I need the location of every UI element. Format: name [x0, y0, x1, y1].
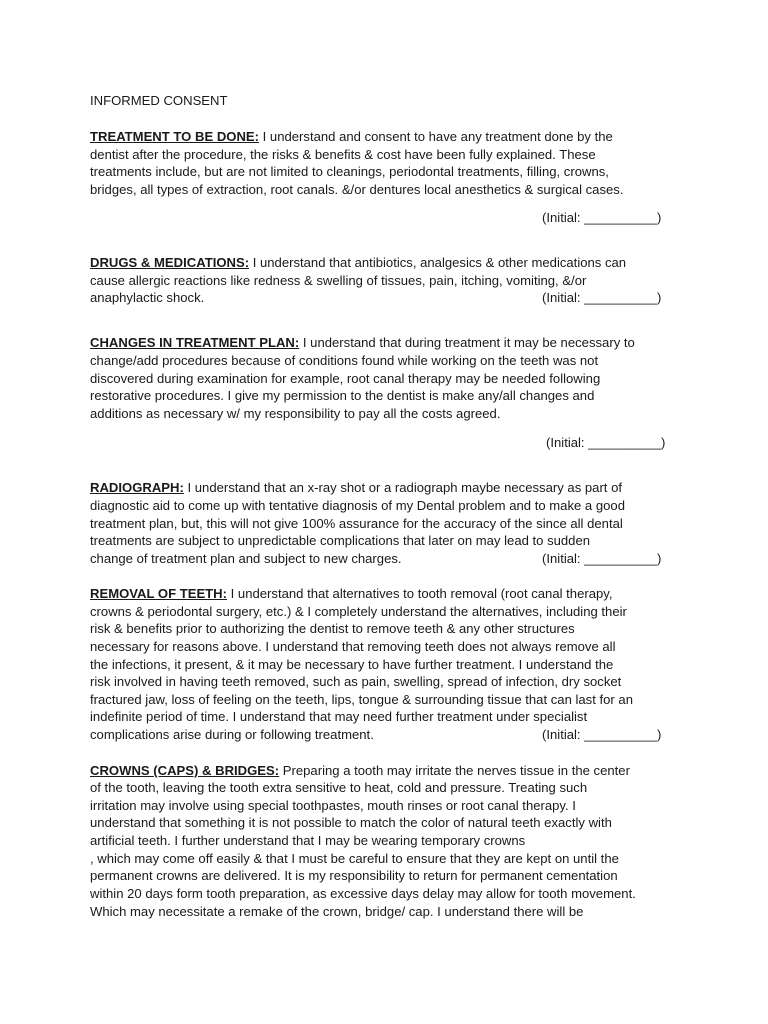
section-text-line: crowns & periodontal surgery, etc.) & I completely understand the alternatives, including their [90, 604, 627, 619]
section-heading: RADIOGRAPH: [90, 480, 184, 495]
section-text-line: Which may necessitate a remake of the crown, bridge/ cap. I understand there will be [90, 904, 584, 919]
section-text-line: indefinite period of time. I understand that may need further treatment under specialist [90, 709, 588, 724]
section-text-line: restorative procedures. I give my permission to the dentist is make any/all changes and [90, 388, 595, 403]
section-text-line: permanent crowns are delivered. It is my responsibility to return for permanent cementation [90, 868, 618, 883]
section-text-line: change of treatment plan and subject to new charges. [90, 551, 402, 566]
section-text-line: complications arise during or following treatment. [90, 727, 374, 742]
section-text-line: additions as necessary w/ my responsibility to pay all the costs agreed. [90, 406, 501, 421]
initial-field[interactable]: (Initial: __________) [542, 210, 662, 225]
section-text-line: risk involved in having teeth removed, such as pain, swelling, spread of infection, dry socket [90, 674, 622, 689]
section-text-line: irritation may involve using special toothpastes, mouth rinses or root canal therapy. I [90, 798, 576, 813]
section-text-line: dentist after the procedure, the risks & benefits & cost have been fully explained. These [90, 147, 596, 162]
section-text-line: I understand that alternatives to tooth removal (root canal therapy, [227, 586, 613, 601]
section-text-line: , which may come off easily & that I must be careful to ensure that they are kept on until the [90, 851, 619, 866]
section-text-line: risk & benefits prior to authorizing the dentist to remove teeth & any other structures [90, 621, 575, 636]
section-text-line: of the tooth, leaving the tooth extra sensitive to heat, cold and pressure. Treating such [90, 780, 588, 795]
section-text-line: diagnostic aid to come up with tentative diagnosis of my Dental problem and to make a good [90, 498, 625, 513]
section-text-line: fractured jaw, loss of feeling on the teeth, lips, tongue & surrounding tissue that can last for an [90, 692, 633, 707]
section-text-line: within 20 days form tooth preparation, as excessive days delay may allow for tooth movement. [90, 886, 636, 901]
section-text-line: discovered during examination for example, root canal therapy may be needed following [90, 371, 601, 386]
section-heading: TREATMENT TO BE DONE: [90, 129, 260, 144]
section-text-line: Preparing a tooth may irritate the nerves tissue in the center [279, 763, 630, 778]
initial-field[interactable]: (Initial: __________) [546, 435, 666, 450]
initial-field[interactable]: (Initial: __________) [542, 551, 662, 566]
section-text-line: anaphylactic shock. [90, 290, 205, 305]
section-heading: DRUGS & MEDICATIONS: [90, 255, 250, 270]
section-text-line: bridges, all types of extraction, root canals. &/or dentures local anesthetics & surgical cases. [90, 182, 624, 197]
section-heading: CROWNS (CAPS) & BRIDGES: [90, 763, 280, 778]
section-text-line: artificial teeth. I further understand that I may be wearing temporary crowns [90, 833, 526, 848]
section-text-line: cause allergic reactions like redness & swelling of tissues, pain, itching, vomiting, &/or [90, 273, 587, 288]
section-text-line: I understand that an x-ray shot or a radiograph maybe necessary as part of [183, 480, 622, 495]
section-text-line: I understand and consent to have any treatment done by the [259, 129, 613, 144]
initial-field[interactable]: (Initial: __________) [542, 290, 662, 305]
section-text-line: treatment plan, but, this will not give 100% assurance for the accuracy of the since all dental [90, 516, 623, 531]
section-text-line: change/add procedures because of conditions found while working on the teeth was not [90, 353, 599, 368]
section-text-line: necessary for reasons above. I understand that removing teeth does not always remove all [90, 639, 616, 654]
section-text-line: I understand that antibiotics, analgesics & other medications can [249, 255, 627, 270]
section-text-line: I understand that during treatment it may be necessary to [299, 335, 635, 350]
section-text-line: the infections, it present, & it may be necessary to have further treatment. I understand the [90, 657, 614, 672]
section-heading: REMOVAL OF TEETH: [90, 586, 227, 601]
section-text-line: treatments include, but are not limited to cleanings, periodontal treatments, filling, crowns, [90, 164, 609, 179]
section-text-line: treatments are subject to unpredictable complications that later on may lead to sudden [90, 533, 591, 548]
section-heading: CHANGES IN TREATMENT PLAN: [90, 335, 300, 350]
initial-field[interactable]: (Initial: __________) [542, 727, 662, 742]
document-title: INFORMED CONSENT [90, 93, 228, 108]
section-text-line: understand that something it is not possible to match the color of natural teeth exactly with [90, 815, 612, 830]
